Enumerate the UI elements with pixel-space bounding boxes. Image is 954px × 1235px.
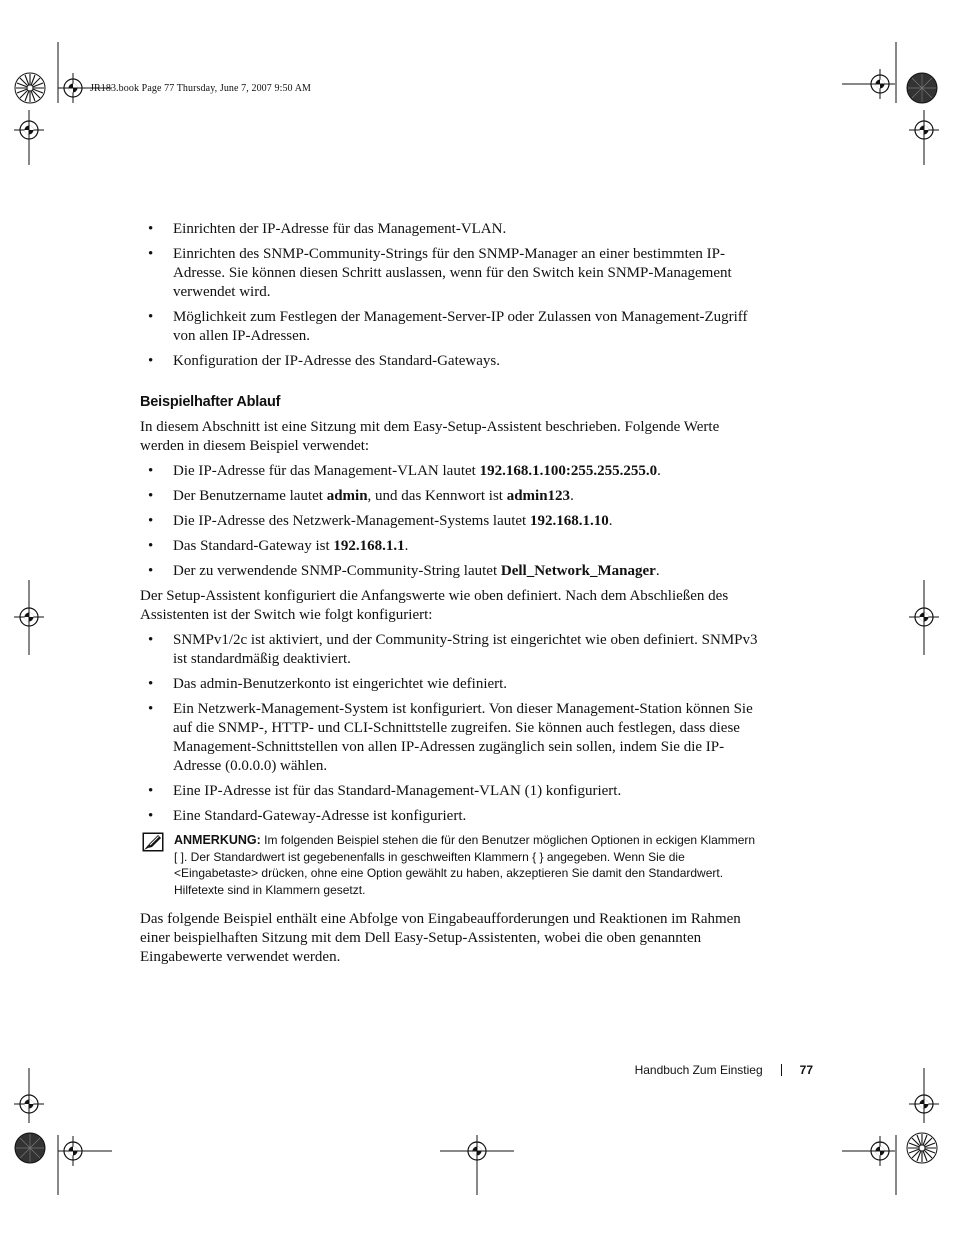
closing-paragraph: Das folgende Beispiel enthält eine Abfolge von Eingabeaufforderungen und Reaktionen im Rahmen einer beispielhaften Sitzung mit dem Dell Easy-Setup-Assistenten, wobei die oben genannten Eingabewerte verwendet werden. (140, 911, 741, 965)
page-content (140, 220, 760, 973)
list-item (140, 562, 760, 581)
top-bullet-list (140, 220, 760, 371)
bold-value: Dell_Network_Manager (500, 563, 656, 579)
item-text: Möglichkeit zum Festlegen der Management-Server-IP oder Zulassen von Management-Zugriff von allen IP-Adressen. (173, 309, 748, 344)
list-item (140, 245, 760, 302)
item-text: Konfiguration der IP-Adresse des Standard-Gateways. (173, 353, 500, 369)
item-text: Das admin-Benutzerkonto ist eingerichtet wie definiert. (173, 676, 508, 692)
item-text: . (608, 513, 613, 529)
item-text: Die IP-Adresse des Netzwerk-Management-Systems lautet (173, 513, 530, 529)
list-item (140, 631, 760, 669)
list-item (140, 675, 760, 694)
bold-value: 192.168.1.100:255.255.255.0 (479, 463, 658, 479)
item-text: SNMPv1/2c ist aktiviert, und der Community-String ist eingerichtet wie oben definiert. SNMPv3 ist standardmäßig deaktiviert. (173, 632, 758, 667)
section-heading: Beispielhafter Ablauf (140, 394, 281, 410)
item-text: Eine IP-Adresse ist für das Standard-Management-VLAN (1) konfiguriert. (173, 783, 622, 799)
item-text: Einrichten der IP-Adresse für das Management-VLAN. (173, 221, 507, 237)
list-item (140, 807, 760, 826)
list-item (140, 352, 760, 371)
bold-value: 192.168.1.10 (529, 513, 609, 529)
list-item (140, 700, 760, 776)
note-box (140, 832, 760, 898)
footer-title: Handbuch Zum Einstieg (634, 1063, 763, 1077)
item-text: Ein Netzwerk-Management-System ist konfiguriert. Von dieser Management-Station können Sie auf die SNMP-, HTTP- und CLI-Schnittstelle zugreifen. Sie können auch festlegen, dass diese Management-Schnittstellen von allen IP-Adressen zugänglich sein sollen, indem Sie die IP-Adresse (0.0.0.0) wählen. (173, 701, 753, 774)
item-text: Das Standard-Gateway ist (173, 538, 334, 554)
item-text: Der Benutzername lautet (173, 488, 327, 504)
star-target-top-left (15, 73, 45, 103)
intro-paragraph: In diesem Abschnitt ist eine Sitzung mit dem Easy-Setup-Assistent beschrieben. Folgende Werte werden in diesem Beispiel verwendet: (140, 419, 720, 454)
item-text: . (404, 538, 409, 554)
item-text: Eine Standard-Gateway-Adresse ist konfiguriert. (173, 808, 467, 824)
bold-value: 192.168.1.1 (333, 538, 405, 554)
setup-paragraph: Der Setup-Assistent konfiguriert die Anfangswerte wie oben definiert. Nach dem Abschließen des Assistenten ist der Switch wie folgt konfiguriert: (140, 588, 729, 623)
item-text: . (657, 463, 661, 479)
page-number: 77 (799, 1063, 813, 1077)
list-item (140, 308, 760, 346)
dark-target-bottom-left (15, 1133, 45, 1163)
item-text: , und das Kennwort ist (367, 488, 507, 504)
item-text: Einrichten des SNMP-Community-Strings für den SNMP-Manager an einer bestimmten IP-Adresse. Sie können diesen Schritt auslassen, wenn für den Switch kein SNMP-Management verwendet wird. (173, 246, 732, 300)
note-text: Im folgenden Beispiel stehen die für den Benutzer möglichen Optionen in eckigen Klammern [ ]. Der Standardwert ist gegebenenfalls in geschweiften Klammern { } angegeben. Wenn Sie die <Eingabetaste> drücken, ohne eine Option gewählt zu haben, akzeptieren Sie damit den Standardwert. Hilfetexte sind in Klammern gesetzt. (174, 833, 756, 897)
list-item (140, 537, 760, 556)
list-item (140, 512, 760, 531)
bold-value: admin (326, 488, 368, 504)
page-footer (635, 1063, 813, 1077)
file-slug: JR183.book Page 77 Thursday, June 7, 2007 9:50 AM (90, 83, 312, 94)
footer-separator (781, 1064, 782, 1076)
item-text: . (655, 563, 660, 579)
pencil-note-icon (142, 832, 164, 852)
item-text: Die IP-Adresse für das Management-VLAN lautet (173, 463, 480, 479)
list-item (140, 462, 760, 481)
star-target-bottom-right (907, 1133, 937, 1163)
list-item (140, 487, 760, 506)
dark-target-top-right (907, 73, 937, 103)
item-text: Der zu verwendende SNMP-Community-String lautet (173, 563, 501, 579)
list-item (140, 220, 760, 239)
bold-value: admin123 (506, 488, 571, 504)
value-bullet-list (140, 462, 760, 581)
item-text: . (570, 488, 574, 504)
list-item (140, 782, 760, 801)
note-label: ANMERKUNG: (174, 833, 261, 847)
config-bullet-list (140, 631, 760, 826)
